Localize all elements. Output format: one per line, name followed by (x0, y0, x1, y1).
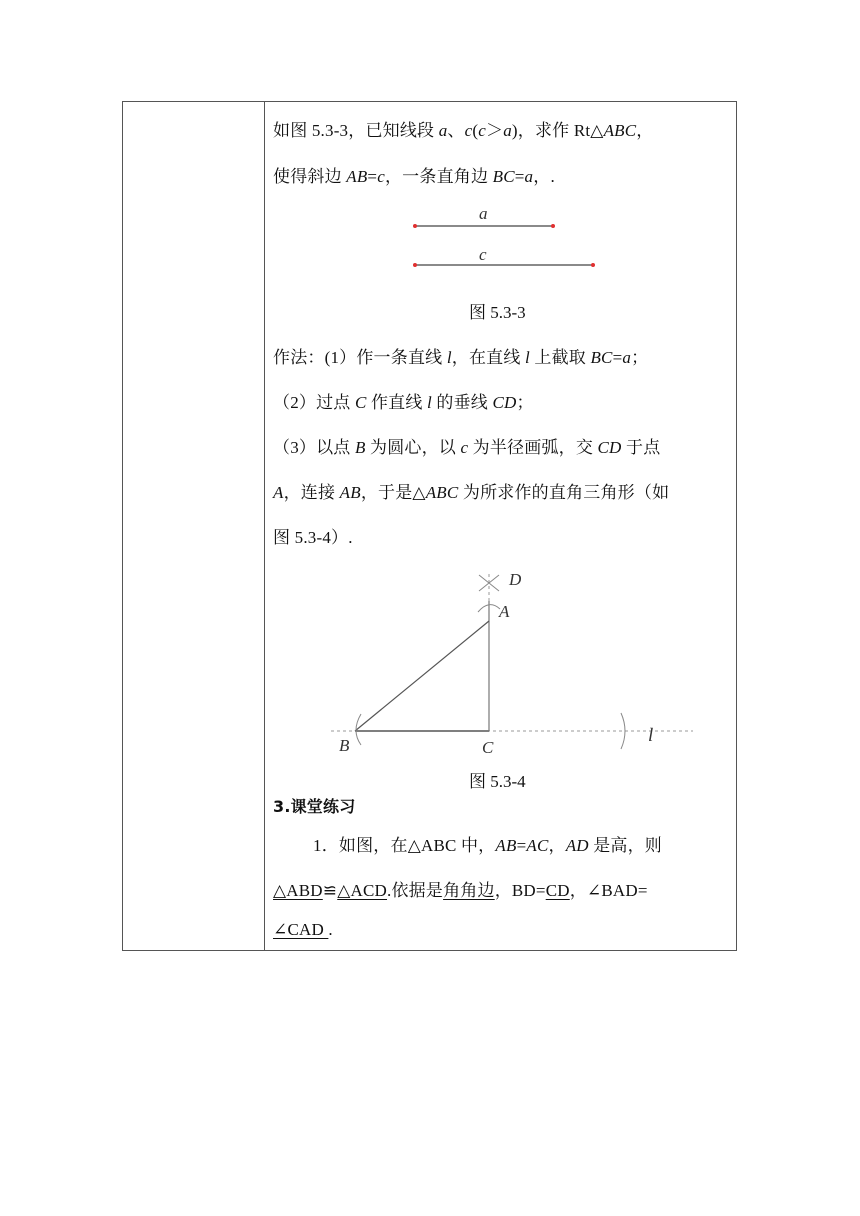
text: ，在直线 (451, 348, 525, 367)
label-l: l (648, 725, 654, 746)
text: ( (472, 121, 479, 140)
var: l (446, 348, 452, 367)
method-step-2 (273, 388, 534, 413)
var: a (622, 348, 632, 367)
var: ABC (603, 121, 637, 140)
endpoint (413, 263, 417, 267)
figure-caption-2: 图 5.3-4 (469, 772, 526, 791)
text: ，一条直角边 (384, 167, 493, 186)
text: 1．如图，在△ABC 中， (313, 836, 496, 855)
text: ＞ (486, 121, 504, 140)
problem-line-2 (273, 162, 555, 187)
label-b: B (339, 736, 350, 755)
question-1-line-2 (273, 876, 648, 901)
text: = (367, 167, 378, 186)
var: c (478, 121, 486, 140)
text: ； (631, 348, 649, 367)
question-1-line-3 (273, 920, 333, 940)
var: B (354, 438, 366, 457)
var: c (460, 438, 469, 457)
segment-ab (355, 621, 489, 731)
text: 为圆心，以 (365, 438, 461, 457)
text: 的垂线 (431, 393, 493, 412)
answer-blank: CD (545, 881, 570, 900)
var: CD (597, 438, 622, 457)
label-d: D (509, 570, 522, 589)
var: AB (346, 167, 368, 186)
text: ，于是△ (360, 483, 426, 502)
column-divider (264, 102, 265, 950)
answer-blank: 角角边 (443, 881, 495, 900)
var: AC (526, 836, 549, 855)
text: 是高，则 (588, 836, 662, 855)
answer-blank: △ABD (273, 881, 323, 900)
method-step-3b (273, 478, 669, 503)
text: ，连接 (283, 483, 340, 502)
method-step-3c: 图 5.3-4）. (273, 528, 353, 547)
answer-blank: ∠CAD (273, 920, 329, 939)
method-step-1 (273, 343, 648, 368)
var: l (427, 393, 432, 412)
text: = (514, 167, 525, 186)
var: l (525, 348, 530, 367)
text: （3）以点 (273, 438, 355, 457)
figure-caption-1: 图 5.3-3 (469, 303, 526, 322)
var: ABC (425, 483, 459, 502)
var: AD (565, 836, 589, 855)
text: 作直线 (366, 393, 427, 412)
var: c (464, 121, 473, 140)
question-1-line-1 (313, 831, 662, 856)
endpoint (551, 224, 555, 228)
text: （2）过点 (273, 393, 355, 412)
var: C (354, 393, 367, 412)
text: = (516, 836, 527, 855)
var: AB (495, 836, 517, 855)
text: ，∠BAD= (569, 881, 648, 900)
label-c-point: C (482, 738, 494, 757)
text: = (612, 348, 623, 367)
text: 于点 (621, 438, 661, 457)
lesson-table (122, 101, 737, 951)
problem-line-1 (273, 116, 653, 141)
var: CD (492, 393, 517, 412)
label-a-point: A (499, 602, 510, 621)
var: BC (492, 167, 515, 186)
figure-construction (323, 557, 693, 767)
var: BC (590, 348, 613, 367)
endpoint (591, 263, 595, 267)
text: 为半径画弧，交 (468, 438, 598, 457)
method-step-3a (273, 433, 660, 458)
text: ，. (533, 167, 555, 186)
text: .依据是 (387, 881, 444, 900)
text: ，BD= (494, 881, 546, 900)
label-a: a (479, 204, 488, 223)
var: A (273, 483, 284, 502)
section-heading: 3.课堂练习 (273, 797, 356, 816)
text: . (328, 920, 333, 939)
var: AB (339, 483, 361, 502)
label-c: c (479, 245, 487, 264)
text: 使得斜边 (273, 167, 347, 186)
endpoint (413, 224, 417, 228)
figure-segments (393, 202, 613, 272)
text: ， (548, 836, 566, 855)
text: 、 (447, 121, 465, 140)
text: 如图 5.3-3，已知线段 (273, 121, 439, 140)
text: 作法：(1）作一条直线 (273, 348, 447, 367)
text: )，求作 Rt△ (511, 121, 604, 140)
answer-blank: △ACD (337, 881, 388, 900)
text: ≌ (322, 881, 338, 900)
var: a (503, 121, 512, 140)
var: a (524, 167, 534, 186)
text: 为所求作的直角三角形（如 (458, 483, 670, 502)
var: c (377, 167, 385, 186)
text: ； (516, 393, 534, 412)
text: ， (636, 121, 654, 140)
var: a (438, 121, 448, 140)
text: 上截取 (529, 348, 591, 367)
